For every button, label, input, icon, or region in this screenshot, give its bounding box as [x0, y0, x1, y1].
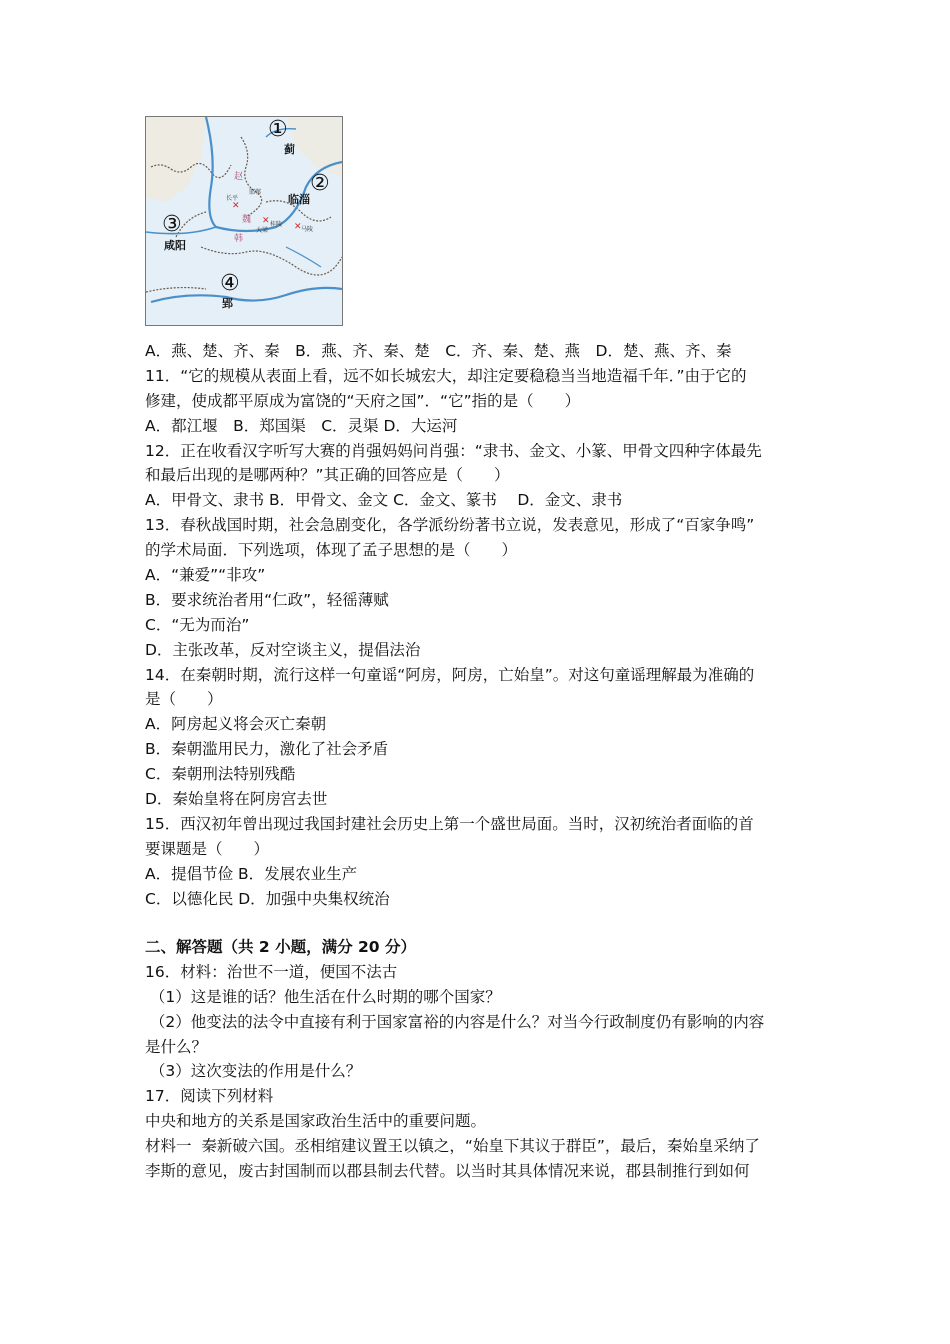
- text-line: A．阿房起义将会灭亡秦朝: [145, 715, 327, 734]
- section-heading: 二、解答题（共 2 小题，满分 20 分）: [145, 938, 416, 956]
- text-line: A．燕、楚、齐、秦 B．燕、齐、秦、楚 C．齐、秦、楚、燕 D．楚、燕、齐、秦: [145, 342, 732, 360]
- svg-text:✕: ✕: [262, 216, 270, 226]
- map-label-changping: 长平: [226, 195, 239, 202]
- map-label-zhao: 赵: [234, 172, 244, 182]
- map-label-linzi: 临淄: [288, 193, 310, 206]
- map-marker-2: ②: [310, 171, 330, 196]
- text-line: 和最后出现的是哪两种？”其正确的回答应是（ ）: [145, 466, 510, 485]
- map-marker-4: ④: [220, 271, 240, 296]
- map-marker-1: ①: [268, 117, 288, 142]
- warring-states-map: [145, 116, 343, 326]
- map-label-han: 韩: [234, 234, 244, 244]
- text-line: C．秦朝刑法特别残酷: [145, 765, 296, 784]
- text-line: 要课题是（ ）: [145, 839, 270, 858]
- map-label-ji: 蓟: [284, 143, 295, 156]
- map-marker-3: ③: [162, 212, 182, 237]
- svg-text:✕: ✕: [232, 201, 240, 211]
- text-line: 14．在秦朝时期，流行这样一句童谣“阿房，阿房，亡始皇”。对这句童谣理解最为准确的: [145, 665, 755, 684]
- map-label-xianyang: 咸阳: [164, 239, 186, 252]
- answer-section: [145, 935, 810, 1184]
- text-line: A．“兼爱”“非攻”: [145, 566, 266, 585]
- questions-block: [145, 339, 810, 911]
- text-line: 17．阅读下列材料: [145, 1087, 274, 1106]
- text-line: 13．春秋战国时期，社会急剧变化，各学派纷纷著书立说，发表意见，形成了“百家争鸣”: [145, 516, 755, 535]
- text-line: B．秦朝滥用民力，激化了社会矛盾: [145, 740, 389, 759]
- text-line: 11．“它的规模从表面上看，远不如长城宏大，却注定要稳稳当当地造福千年．”由于它的: [145, 366, 747, 385]
- text-line: B．要求统治者用“仁政”，轻徭薄赋: [145, 590, 389, 609]
- text-line: 16．材料：治世不一道，便国不法古: [145, 962, 398, 981]
- text-line: 修建，使成都平原成为富饶的“天府之国”．“它”指的是（ ）: [145, 391, 581, 410]
- text-line: 李斯的意见，废古封国制而以郡县制去代替。以当时其具体情况来说，郡县制推行到如何: [145, 1162, 750, 1181]
- text-line: 是（ ）: [145, 690, 223, 709]
- map-label-maling: 马陵: [301, 226, 314, 233]
- svg-text:✕: ✕: [294, 222, 302, 232]
- text-line: 的学术局面．下列选项，体现了孟子思想的是（ ）: [145, 541, 518, 560]
- text-line: D．主张改革，反对空谈主义，提倡法治: [145, 640, 421, 659]
- text-line: C．“无为而治”: [145, 615, 250, 634]
- text-line: （1）这是谁的话？他生活在什么时期的哪个国家？: [145, 987, 501, 1006]
- map-label-guiling: 桂陵: [270, 221, 283, 228]
- text-line: A．都江堰 B．郑国渠 C．灵渠 D．大运河: [145, 416, 458, 435]
- text-line: D．秦始皇将在阿房宫去世: [145, 790, 328, 809]
- text-line: A．甲骨文、隶书 B．甲骨文、金文 C．金文、篆书 D．金文、隶书: [145, 491, 623, 510]
- map-label-daliang: 大梁: [256, 227, 269, 234]
- text-line: 15．西汉初年曾出现过我国封建社会历史上第一个盛世局面。当时，汉初统治者面临的首: [145, 814, 754, 833]
- text-line: （3）这次变法的作用是什么？: [145, 1062, 362, 1081]
- map-label-handan: 邯郸: [249, 189, 262, 196]
- text-line: A．提倡节俭 B．发展农业生产: [145, 864, 358, 883]
- map-label-wei: 魏: [242, 215, 252, 225]
- text-line: （2）他变法的法令中直接有利于国家富裕的内容是什么？对当今行政制度仍有影响的内容: [145, 1012, 765, 1031]
- text-line: 材料一 秦新破六国。丞相绾建议置王以镇之，“始皇下其议于群臣”，最后，秦始皇采纳了: [145, 1137, 760, 1156]
- text-line: 是什么？: [145, 1037, 208, 1056]
- map-label-ying: 郢: [222, 297, 233, 310]
- text-line: C．以德化民 D．加强中央集权统治: [145, 889, 390, 908]
- text-line: 12．正在收看汉字听写大赛的肖强妈妈问肖强：“隶书、金文、小篆、甲骨文四种字体最先: [145, 441, 762, 460]
- text-line: 中央和地方的关系是国家政治生活中的重要问题。: [145, 1112, 487, 1131]
